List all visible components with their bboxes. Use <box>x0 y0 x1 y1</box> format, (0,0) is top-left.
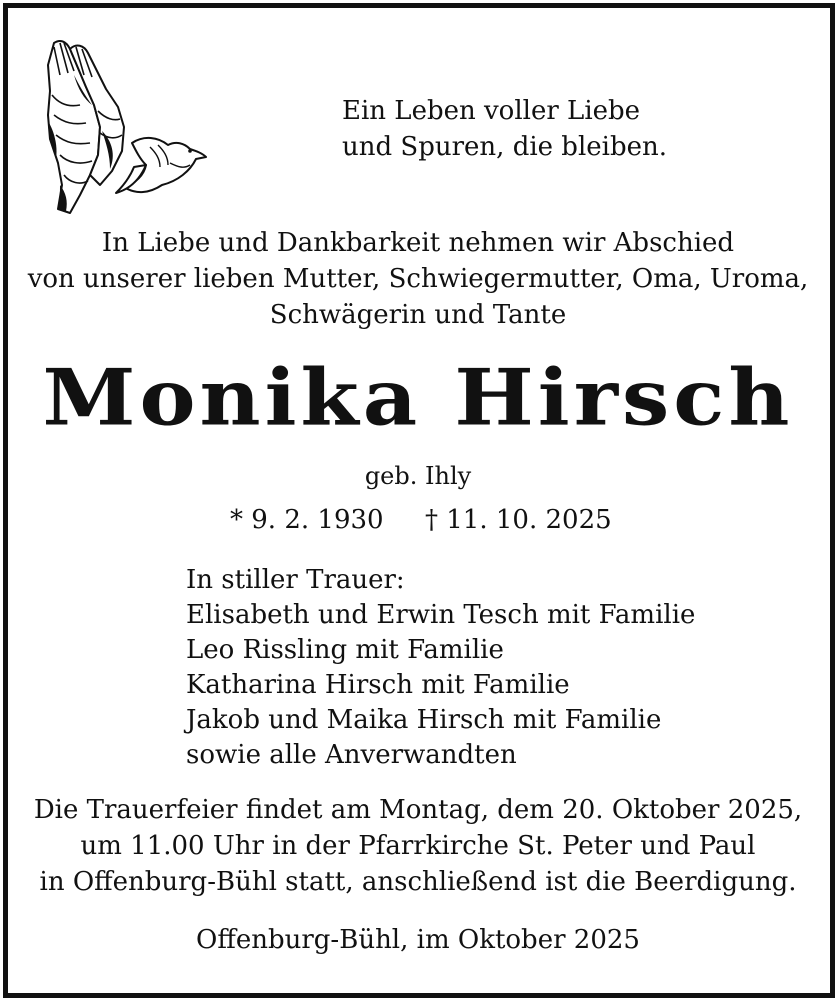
mourners-heading: In stiller Trauer: <box>186 565 405 595</box>
mourners-list <box>186 563 695 773</box>
deceased-name: Monika Hirsch <box>42 352 794 444</box>
ceremony-details <box>0 792 836 900</box>
mourner-line: Elisabeth und Erwin Tesch mit Familie <box>186 600 696 630</box>
place-and-date: Offenburg-Bühl, im Oktober 2025 <box>196 925 640 955</box>
mourner-line: Leo Rissling mit Familie <box>186 635 504 665</box>
birth-date: * 9. 2. 1930 <box>230 505 384 535</box>
mourner-line: Katharina Hirsch mit Familie <box>186 670 570 700</box>
intro-line-3: Schwägerin und Tante <box>269 300 567 330</box>
intro-line-1: In Liebe und Dankbarkeit nehmen wir Abschied <box>101 228 735 258</box>
ceremony-line-2: um 11.00 Uhr in der Pfarrkirche St. Peter und Paul <box>80 831 756 861</box>
death-date: † 11. 10. 2025 <box>425 505 612 535</box>
maiden-name: geb. Ihly <box>364 462 472 490</box>
mourner-line: sowie alle Anverwandten <box>186 740 517 770</box>
farewell-intro <box>0 225 836 333</box>
ceremony-line-1: Die Trauerfeier findet am Montag, dem 20. Oktober 2025, <box>33 795 803 825</box>
praying-hands-with-dove-icon <box>40 35 210 217</box>
motto-line-2: und Spuren, die bleiben. <box>342 132 667 162</box>
motto-quote <box>342 93 667 165</box>
intro-line-2: von unserer lieben Mutter, Schwiegermutter, Oma, Uroma, <box>27 264 809 294</box>
motto-line-1: Ein Leben voller Liebe <box>342 96 641 126</box>
mourner-line: Jakob und Maika Hirsch mit Familie <box>186 705 662 735</box>
ceremony-line-3: in Offenburg-Bühl statt, anschließend ist die Beerdigung. <box>39 867 797 897</box>
